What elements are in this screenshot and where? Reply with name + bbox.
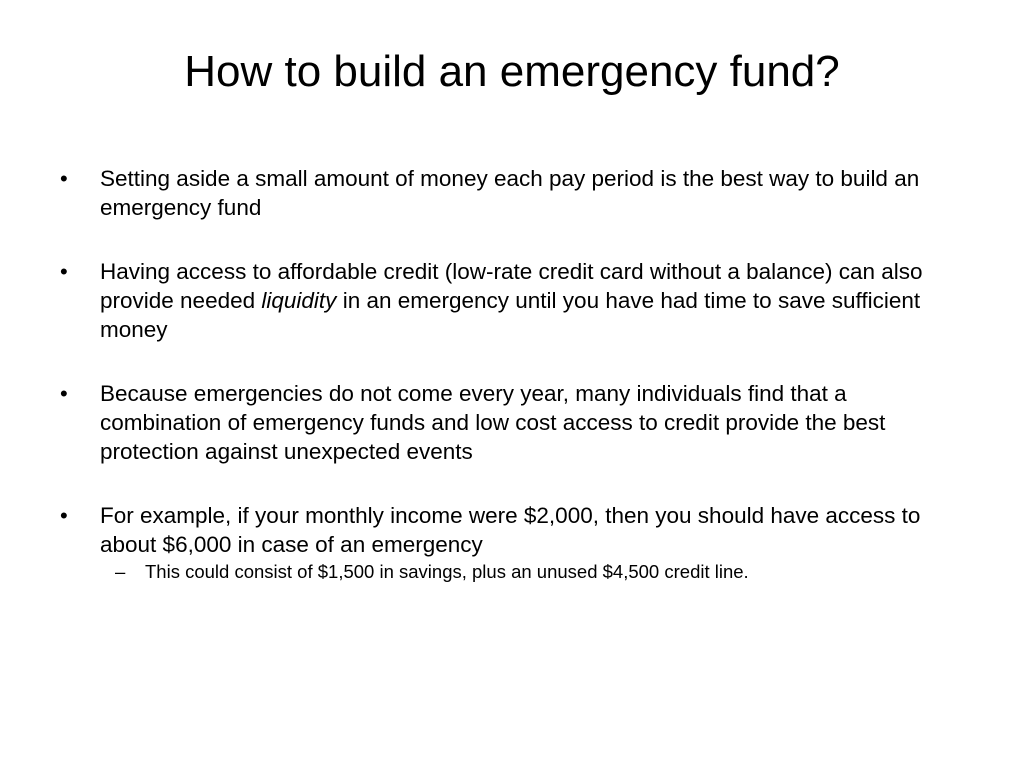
slide-title: How to build an emergency fund? — [184, 47, 840, 96]
sub-bullet-marker: – — [115, 561, 126, 582]
bullet-list — [60, 164, 968, 585]
bullet-marker: • — [60, 166, 68, 191]
bullet-item — [60, 501, 968, 585]
bullet-text: For example, if your monthly income were $2,000, then you should have access to about $6,000 in case of an emergency — [100, 503, 921, 557]
bullet-marker: • — [60, 381, 68, 406]
bullet-text-before: Having access to affordable credit (low-rate credit card without a balance) can also provide needed — [100, 259, 923, 313]
sub-bullet-item — [100, 559, 968, 585]
sub-bullet-list — [100, 559, 968, 585]
bullet-text: Setting aside a small amount of money each pay period is the best way to build an emergency fund — [100, 166, 920, 220]
bullet-item — [60, 164, 968, 222]
sub-bullet-text: This could consist of $1,500 in savings, plus an unused $4,500 credit line. — [145, 561, 749, 582]
bullet-text-after: in an emergency until you have had time to save sufficient money — [100, 288, 921, 342]
emphasized-term: liquidity — [261, 288, 337, 313]
bullet-marker: • — [60, 259, 68, 284]
bullet-text: Because emergencies do not come every year, many individuals find that a combination of emergency funds and low cost access to credit provide the best protection against unexpected events — [100, 381, 886, 464]
bullet-item — [60, 379, 968, 466]
bullet-item — [60, 257, 968, 344]
bullet-marker: • — [60, 503, 68, 528]
bullet-text — [100, 259, 923, 342]
